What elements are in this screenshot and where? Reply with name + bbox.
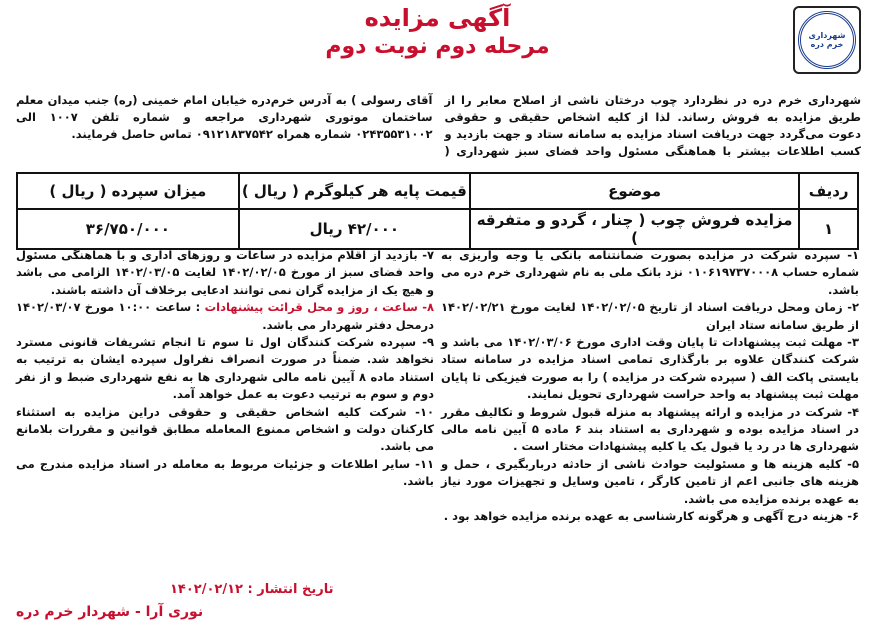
condition-item: ۵- کلیه هزینه ها و مسئولیت حوادث ناشی از حادثه درباربگیری ، حمل و هزینه های جانبی اعم از تامین کارگر ، تامین وسایل و تجهیزات مورد نیاز به عهده برنده مزایده می باشد.: [441, 456, 859, 506]
condition-item: ۲- زمان ومحل دریافت اسناد از تاریخ ۱۴۰۲/۰۲/۰۵ لغایت مورخ ۱۴۰۲/۰۲/۲۱ از طریق سامانه ستاد ایران: [441, 300, 860, 332]
condition-item: ۹- سپرده شرکت کنندگان اول تا سوم تا انجام تشریفات قانونی مسترد نخواهد شد. ضمناً در صورت انصراف نفراول سپرده ایشان به ترتیب به استناد ماده ۸ آیین نامه مالی شهرداری ها به نفع شهرداری ضبط و از نفر دوم و سوم به ترتیب دعوت به عمل خواهد آمد.: [16, 335, 434, 402]
conditions-right-column: [441, 247, 859, 526]
condition-item: ۴- شرکت در مزایده و ارائه پیشنهاد به منزله قبول شروط و تکالیف مقرر در اسناد مزایده بوده و شهرداری به استناد بند ۶ ماده ۵ آیین نامه مالی شهرداری ها در رد یا قبول یک یا کلیه پیشنهادات مختار است .: [441, 404, 860, 454]
cell-price: ۴۲/۰۰۰ ریال: [239, 209, 470, 249]
condition-item: ۳- مهلت ثبت پیشنهادات تا پایان وقت اداری مورخ ۱۴۰۲/۰۳/۰۶ می باشد و شرکت کنندگان علاوه بر بارگذاری تمامی اسناد مزایده در سامانه ستاد بایستی پاکت الف ( سپرده شرکت در مزایده ) را به صورت فیزیکی تا پایان مهلت ثبت پیشنهاد به واحد حراست شهرداری تحویل نمایند.: [441, 335, 859, 402]
logo-text: شهرداری خرم دره: [808, 31, 846, 49]
condition-8-text: : ساعت ۱۰:۰۰ مورخ ۱۴۰۲/۰۳/۰۷ درمحل دفتر شهردار می باشد.: [16, 300, 434, 332]
publication-date: تاریخ انتشار : ۱۴۰۲/۰۲/۱۲: [170, 582, 334, 597]
condition-item: ۱۰- شرکت کلیه اشخاص حقیقی و حقوقی دراین مزایده به استثناء کارکنان دولت و اشخاص ممنوع المعامله مطابق قوانین و مقررات بلامانع می باشد.: [16, 404, 434, 454]
cell-subject: مزایده فروش چوب ( چنار ، گردو و متفرقه ): [470, 209, 799, 249]
conditions-left-column: [16, 247, 434, 491]
condition-item: ۷- بازدید از اقلام مزایده در ساعات و روزهای اداری و با هماهنگی مسئول واحد فضای سبز از مورخ ۱۴۰۲/۰۲/۰۵ لغایت ۱۴۰۲/۰۳/۰۵ الزامی می باشد و هیچ یک از مزایده گران نمی توانند ادعایی برخلاف آن داشته باشند.: [16, 248, 434, 297]
page-subtitle: مرحله دوم نوبت دوم: [325, 34, 550, 59]
condition-item-8: [16, 299, 434, 334]
condition-item: ۶- هزینه درج آگهی و هرگونه کارشناسی به عهده برنده مزایده خواهد بود .: [443, 509, 859, 524]
table-header-row: [17, 173, 858, 209]
header-price: قیمت پایه هر کیلوگرم ( ریال ): [239, 173, 470, 209]
condition-item: ۱- سپرده شرکت در مزایده بصورت ضمانتنامه بانکی یا وجه واریزی به شماره حساب ۰۱۰۶۱۹۷۳۷۰۰۰۸ نزد بانک ملی به نام شهرداری خرم دره می باشد.: [441, 248, 860, 297]
header-radif: ردیف: [799, 173, 858, 209]
page-title: آگهی مزایده: [364, 4, 511, 32]
table-row: [17, 209, 858, 249]
condition-8-label: ۸- ساعت ، روز و محل قرائت پیشنهادات: [204, 300, 434, 315]
signature: نوری آرا - شهردار خرم دره: [16, 604, 204, 620]
header-deposit: میزان سپرده ( ریال ): [17, 173, 239, 209]
cell-radif: ۱: [799, 209, 858, 249]
header-subject: موضوع: [470, 173, 799, 209]
cell-deposit: ۳۶/۷۵۰/۰۰۰: [17, 209, 239, 249]
items-table: [16, 172, 859, 250]
intro-paragraph: شهرداری خرم دره در نظردارد چوب درختان ناشی از اصلاح معابر را از طریق مزایده به فروش رساند. لذا از کلیه اشخاص حقیقی و حقوقی دعوت می‌گردد جهت دریافت اسناد مزایده به سامانه ستاد و جهت بازدید و کسب اطلاعات بیشتر با هماهنگی مسئول واحد فضای سبز شهرداری ( آقای رسولی ) به آدرس خرم‌دره خیابان امام خمینی (ره) جنب میدان معلم ساختمان موتوری شهرداری مراجعه و شماره تلفن ۱۰۰۷ الی ۰۲۴۳۵۵۳۱۰۰۲ شماره همراه ۰۹۱۲۱۸۳۷۵۴۲ تماس حاصل فرمایند.: [16, 93, 861, 158]
condition-item: ۱۱- سایر اطلاعات و جزئیات مربوط به معامله در اسناد مزایده مندرج می باشد.: [16, 456, 434, 489]
